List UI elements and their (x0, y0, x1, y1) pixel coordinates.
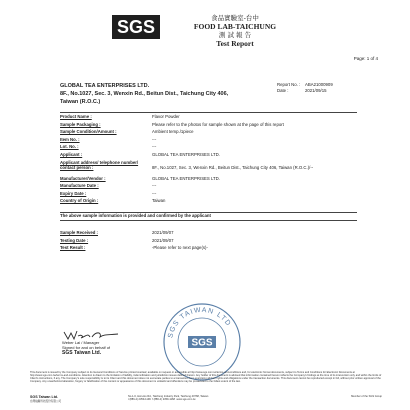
top-divider (60, 112, 357, 113)
row-label: Product Name : (60, 114, 92, 119)
row-label: Sample Received : (60, 230, 98, 235)
row-value: Flavor Powder (152, 114, 180, 119)
report-date-label: Date : (277, 87, 289, 93)
signatory (62, 340, 110, 350)
sample-note: The above sample information is provided and confirmed by the applicant (60, 213, 211, 218)
footer-fax: f (886-4) 2359-1168 (152, 398, 175, 401)
row-label: Applicant address/ telephone number/ contact person : (60, 159, 139, 170)
row-label: Expiry Date : (60, 190, 87, 196)
footer-phone: t (886-4) 2359-1199 (128, 398, 151, 401)
row-value: Please refer to the photos for sample shown at the page of this report (152, 121, 284, 127)
report-title-english: Test Report (216, 39, 254, 48)
row-label: Testing Date : (60, 237, 89, 243)
row-label: Applicant : (60, 151, 83, 157)
page-footer (30, 395, 382, 402)
signed-on-behalf: Signed for and on behalf of (62, 345, 111, 350)
report-title-chinese: 測 試 報 告 (218, 31, 252, 39)
row-value: -Please refer to next page(s)- (152, 245, 208, 251)
svg-text:SGS TAIWAN LTD: SGS TAIWAN LTD (167, 306, 233, 339)
note-divider (60, 220, 357, 221)
row-value: GLOBAL TEA ENTERPRISES LTD. (152, 151, 220, 157)
row-value: GLOBAL TEA ENTERPRISES LTD. (152, 175, 220, 181)
row-value: 8F., No.1027, Sec. 3, Wenxin Rd., Beitun Dist., Taichung City 406, Taiwan (R.O.C.)/-- (152, 164, 314, 170)
report-info (277, 82, 333, 93)
company-address-line1: 8F., No.1027, Sec. 3, Wenxin Rd., Beitun Dist., Taichung City 406, (60, 91, 229, 97)
sgs-logo: SGS (112, 15, 160, 39)
footer-address: No.1-6, Hsin-Ho Rd., Taichung Industry Park, Taichung 40768, Taiwan (128, 395, 209, 398)
row-label: Item No. : (60, 136, 80, 142)
row-label: Sample Condition/Amount : (60, 129, 117, 135)
row-value: --- (152, 144, 157, 150)
lab-name-chinese: 食品實驗室-台中 (211, 14, 259, 22)
company-address-line2: Taiwan (R.O.C.) (60, 99, 101, 105)
footer-member: Member of the SGS Group (351, 395, 382, 398)
report-title-block (170, 14, 300, 48)
row-label: Lot. No. : (60, 144, 79, 150)
lab-name-english: FOOD LAB-TAICHUNG (193, 22, 277, 31)
company-block (60, 82, 228, 106)
row-value: Ambient temp./1piece (152, 129, 194, 135)
footer-web[interactable]: www.sgs.com.tw (176, 398, 196, 401)
row-value: 2021/09/07 (152, 237, 174, 243)
footer-contact (128, 395, 328, 401)
stamp-logo: SGS (191, 337, 213, 349)
company-name: GLOBAL TEA ENTERPRISES LTD. (60, 83, 150, 89)
row-value: Taiwan (152, 198, 166, 204)
report-date: 2021/09/15 (305, 87, 327, 93)
row-value: --- (152, 183, 157, 189)
row-label: Sample Packaging : (60, 121, 101, 127)
row-value: --- (152, 136, 157, 142)
signatory-name: Weber Lai / Manager (62, 340, 100, 345)
row-label: Manufacture Date : (60, 183, 99, 189)
row-label: Country of Origin : (60, 198, 99, 204)
footer-brand: SGS Taiwan Ltd. (30, 395, 59, 399)
footer-brand-block (30, 395, 61, 403)
legal-disclaimer: This document is issued by the Company subject to its General Conditions of Service printed overleaf, available on request or accessible at http://www.sgs.com.tw/terms-and-conditions and, for electronic format documents, subject to Terms and Conditions for Electronic Documents at http://www.sgs.com.tw/terms-and-conditions. Attention is drawn to the limitation of liability, indemnification and jurisdiction issues defined therein. Any holder of this document is advised that information contained hereon reflects the Company's findings at the time of its intervention only and within the limits of Client's instructions, if any. The Company's sole responsibility is to its Client and this document does not exonerate parties to a transaction from exercising all their rights and obligations under the transaction documents. This document cannot be reproduced except in full, without prior written approval of the Company. Any unauthorized alteration, forgery or falsification of the content or appearance of this document is unlawful and offenders may be prosecuted to the fullest extent of the law. (30, 371, 382, 384)
row-label: Manufacturer/Vendor : (60, 175, 106, 181)
row-label: Test Result : (60, 245, 86, 251)
row-value: --- (152, 190, 157, 196)
signatory-company: SGS Taiwan Ltd. (62, 350, 102, 356)
report-number: ABA21000909 (305, 82, 333, 87)
footer-brand-chinese: 台灣檢驗科技股份有限公司 (30, 400, 62, 403)
report-number-label: Report No. : (277, 82, 301, 87)
page-number: Page: 1 of 4 (353, 56, 378, 61)
row-value: 2021/09/07 (152, 230, 174, 235)
